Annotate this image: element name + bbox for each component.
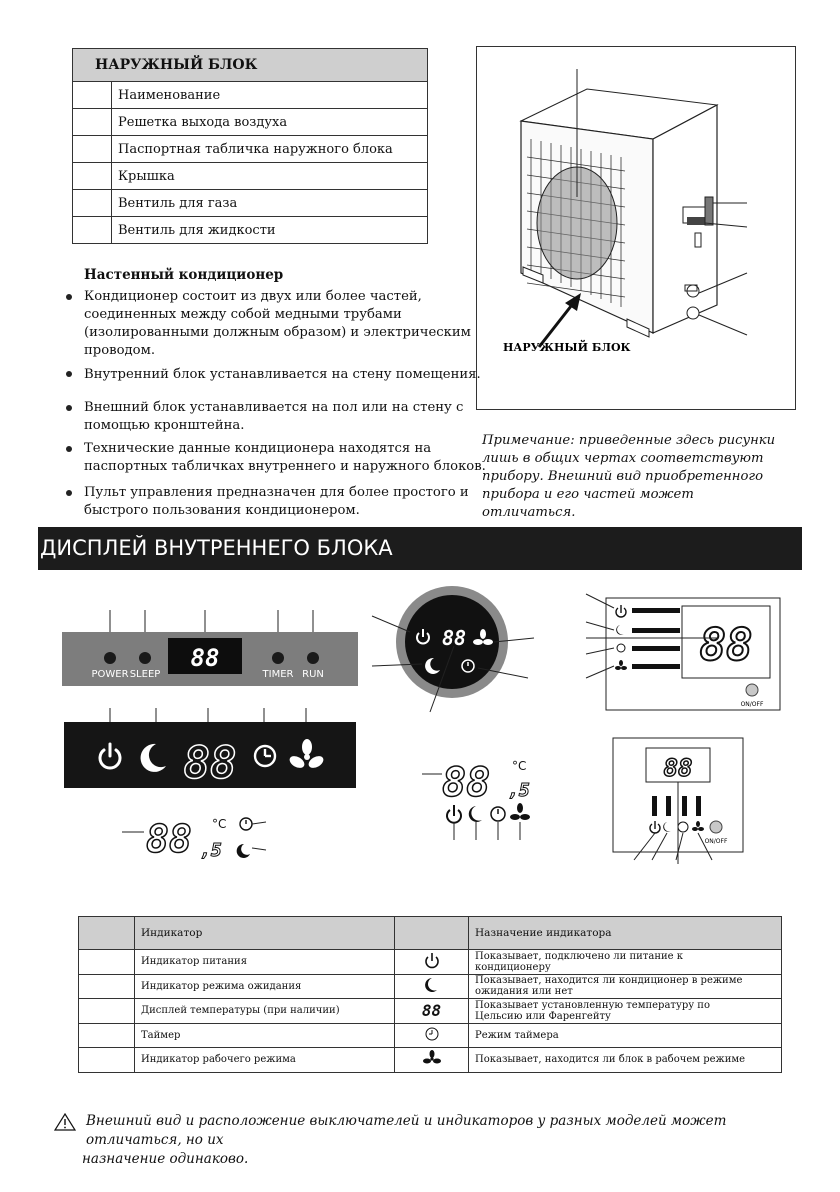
display-panel-1 <box>60 606 360 690</box>
table-row <box>73 109 428 136</box>
col-indicator: Индикатор <box>135 917 395 950</box>
sleep-icon <box>424 976 440 994</box>
sleep-icon <box>469 806 482 822</box>
timer-icon <box>491 807 505 821</box>
section-title: ДИСПЛЕЙ ВНУТРЕННЕГО БЛОКА <box>40 536 393 560</box>
run-led <box>307 652 319 664</box>
indicator-name: Дисплей температуры (при наличии) <box>135 999 395 1024</box>
table-row <box>79 1023 782 1048</box>
note-text: Примечание: приведенные здесь рисунки лишь в общих чертах соответствуют прибору. Внешний вид приобретенного прибора и его частей может отличаться. <box>482 433 776 520</box>
power-icon <box>447 805 461 823</box>
timer-icon <box>240 818 252 830</box>
indicator-name: Индикатор режима ожидания <box>135 974 395 999</box>
digits-icon: 88 <box>421 1001 442 1021</box>
timer-led <box>272 652 284 664</box>
table-header-row <box>79 917 782 950</box>
outdoor-figure-label: НАРУЖНЫЙ БЛОК <box>503 341 631 354</box>
bullet-text-1: Кондиционер состоит из двух или более частей, соединенных между собой медными трубами (изолированными должным образом) и электрическим проводом. <box>84 289 471 358</box>
table-row <box>73 217 428 244</box>
display-panel-6 <box>582 590 782 712</box>
section-banner <box>38 527 802 570</box>
table-row <box>73 163 428 190</box>
indicator-name: Таймер <box>135 1023 395 1048</box>
part-name: Вентиль для жидкости <box>112 217 428 244</box>
indicator-name: Индикатор питания <box>135 950 395 975</box>
sleep-icon <box>237 844 250 858</box>
part-name: Наименование <box>112 82 428 109</box>
display-panel-5 <box>420 750 550 842</box>
indicator-purpose: Показывает, подключено ли питание к кондиционеру <box>469 950 782 975</box>
onoff-button[interactable] <box>710 821 722 833</box>
display-panel-7 <box>612 736 746 870</box>
timer-icon <box>424 1026 440 1042</box>
outdoor-table-header: НАРУЖНЫЙ БЛОК <box>73 49 428 82</box>
panel7-digits: 88 <box>663 754 693 782</box>
part-name: Вентиль для газа <box>112 190 428 217</box>
indicator-purpose: Показывает, находится ли блок в рабочем режиме <box>469 1048 782 1073</box>
display-panel-2 <box>64 706 360 790</box>
fan-icon <box>510 803 530 820</box>
part-name: Крышка <box>112 163 428 190</box>
panel5-degree: °C <box>512 759 527 773</box>
bullet-text-2: Внутренний блок устанавливается на стену помещения. <box>84 367 481 382</box>
col-purpose: Назначение индикатора <box>469 917 782 950</box>
display-panel-round <box>368 582 538 714</box>
panel2-digits: 88 <box>183 738 237 789</box>
run-label: RUN <box>302 669 324 680</box>
table-row <box>73 82 428 109</box>
footnote: Внешний вид и расположение выключателей и индикаторов у разных моделей может отличаться, но их назначение одинаково. <box>82 1113 727 1167</box>
bullet-icon <box>64 292 74 302</box>
sleep-led <box>139 652 151 664</box>
wall-ac-heading: Настенный кондиционер <box>84 267 284 283</box>
panel6-digits: 88 <box>699 620 753 671</box>
power-label: POWER <box>91 669 129 680</box>
outdoor-parts-table <box>72 48 428 244</box>
panel1-digits: 88 <box>190 644 220 672</box>
round-digits: 88 <box>441 626 467 650</box>
sleep-label: SLEEP <box>129 669 161 680</box>
indicator-purpose: Показывает установленную температуру по Цельсию или Фаренгейту <box>469 999 782 1024</box>
bullet-text-5: Пульт управления предназначен для более простого и быстрого пользования кондиционером. <box>84 485 469 518</box>
indicator-purpose: Режим таймера <box>469 1023 782 1048</box>
table-row <box>79 974 782 999</box>
bullet-icon <box>64 403 74 413</box>
indicator-purpose: Показывает, находится ли кондиционер в режиме ожидания или нет <box>469 974 782 999</box>
fan-icon <box>423 1050 441 1066</box>
part-name: Решетка выхода воздуха <box>112 109 428 136</box>
bullet-icon <box>64 444 74 454</box>
outdoor-unit-figure <box>476 46 796 410</box>
table-row <box>73 136 428 163</box>
table-row <box>79 1048 782 1073</box>
panel5-half: ,5 <box>508 780 530 801</box>
power-led <box>104 652 116 664</box>
indicator-table <box>78 916 782 1073</box>
table-row <box>79 999 782 1024</box>
panel3-degree: °C <box>212 817 227 831</box>
timer-label: TIMER <box>262 669 294 680</box>
bullet-text-4: Технические данные кондиционера находятся на паспортных табличках внутреннего и наружного блоков. <box>84 441 486 474</box>
part-name: Паспортная табличка наружного блока <box>112 136 428 163</box>
panel3-half: ,5 <box>200 840 222 861</box>
onoff-button[interactable] <box>746 684 758 696</box>
table-row <box>79 950 782 975</box>
panel3-digits: 88 <box>146 817 192 861</box>
bullet-icon <box>64 369 74 379</box>
bullet-text-3: Внешний блок устанавливается на пол или на стену с помощью кронштейна. <box>84 400 464 433</box>
indicator-name: Индикатор рабочего режима <box>135 1048 395 1073</box>
outdoor-unit-drawing <box>477 47 795 409</box>
onoff-label: ON/OFF <box>740 701 764 708</box>
table-row <box>73 190 428 217</box>
panel5-digits: 88 <box>442 760 491 806</box>
onoff-label: ON/OFF <box>704 838 728 845</box>
bullet-icon <box>64 488 74 498</box>
power-icon <box>424 951 440 969</box>
display-panel-3 <box>120 810 280 864</box>
